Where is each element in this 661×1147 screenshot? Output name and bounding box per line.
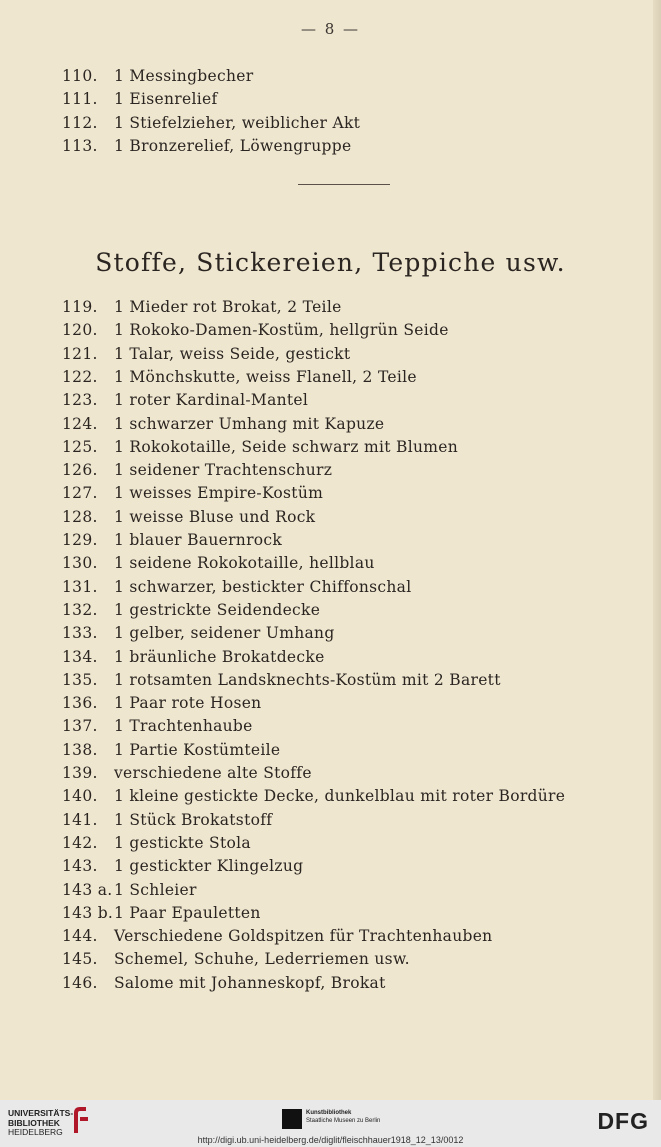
item-text: 1 Paar rote Hosen [114,694,262,713]
item-text: 1 gestickter Klingelzug [114,857,304,876]
list-item [62,880,197,900]
list-item [62,320,449,340]
library-line-3: HEIDELBERG [8,1127,63,1137]
item-text: 1 rotsamten Landsknechts-Kostüm mit 2 Barett [114,670,501,689]
item-number: 132. [62,600,98,619]
item-number: 112. [62,113,98,132]
item-text: Schemel, Schuhe, Lederriemen usw. [114,950,410,969]
item-number: 120. [62,321,98,340]
list-item [62,856,303,876]
list-item [62,786,565,806]
library-line-1: UNIVERSITÄTS- [8,1108,74,1118]
list-item [62,740,280,760]
item-number: 113. [62,136,98,155]
item-number: 119. [62,298,98,316]
item-number: 130. [62,554,98,573]
kb-line-2: Staatliche Museen zu Berlin [306,1118,381,1124]
kb-line-1: Kunstbibliothek [306,1110,352,1116]
item-text: 1 blauer Bauernrock [114,531,283,549]
item-number: 138. [62,740,98,759]
item-number: 139. [62,764,98,782]
list-item [62,903,261,923]
item-number: 146. [62,973,98,992]
item-number: 142. [62,833,98,852]
item-number: 143 a. [62,880,113,899]
item-text: 1 Schleier [114,880,197,899]
item-number: 122. [62,367,98,386]
list-item [62,297,342,317]
item-text: 1 bräunliche Brokatdecke [114,647,325,666]
list-item [62,507,315,527]
section-heading: Stoffe, Stickereien, Teppiche usw. [95,248,566,277]
list-item [62,367,417,387]
item-number: 134. [62,647,98,666]
list-item [62,623,335,643]
list-item [62,483,323,503]
item-number: 137. [62,717,98,736]
kunstbibliothek-text [306,1109,380,1125]
list-item [62,530,282,550]
section-divider [298,184,390,185]
item-text: 1 schwarzer, bestickter Chiffonschal [114,577,412,596]
source-url-link[interactable]: http://digi.ub.uni-heidelberg.de/diglit/fleischhauer1918_12_13/0012 [197,1135,464,1145]
page-number: — 8 — [300,20,361,38]
item-number: 136. [62,694,98,713]
list-item [62,716,253,736]
list-item [62,647,325,667]
page-edge [653,0,661,1100]
item-number: 140. [62,787,98,806]
item-text: 1 Rokoko-Damen-Kostüm, hellgrün Seide [114,321,449,340]
list-item [62,670,501,690]
digitization-footer [0,1100,661,1147]
item-number: 143. [62,857,98,876]
list-item [62,926,492,946]
item-text: 1 seidene Rokokotaille, hellblau [114,554,375,573]
item-number: 145. [62,950,98,969]
list-item [62,66,253,86]
item-text: 1 Partie Kostümteile [114,740,281,759]
item-number: 135. [62,670,98,689]
item-text: 1 Stiefelzieher, weiblicher Akt [114,113,361,132]
list-item [62,390,308,410]
item-text: 1 Talar, weiss Seide, gestickt [114,344,351,363]
item-text: 1 Eisenrelief [114,90,218,109]
kunstbibliothek-logo-icon[interactable] [282,1109,302,1129]
item-text: 1 weisse Bluse und Rock [114,507,316,526]
item-number: 127. [62,484,98,503]
list-item [62,344,350,364]
list-item [62,949,410,969]
item-number: 128. [62,507,98,526]
item-text: 1 schwarzer Umhang mit Kapuze [114,414,385,433]
item-number: 124. [62,414,98,433]
list-item [62,693,261,713]
item-text: 1 Trachtenhaube [114,717,253,736]
list-item [62,414,384,434]
item-number: 111. [62,90,98,109]
item-text: 1 Bronzerelief, Löwengruppe [114,136,352,155]
library-mark-icon [70,1105,90,1135]
list-item [62,437,458,457]
item-text: 1 kleine gestickte Decke, dunkelblau mit roter Bordüre [114,787,566,806]
list-item [62,810,272,830]
list-item [62,600,320,620]
item-number: 141. [62,810,98,829]
item-number: 131. [62,577,98,596]
library-line-2: BIBLIOTHEK [8,1117,60,1128]
item-text: 1 gestrickte Seidendecke [114,600,321,619]
item-text: 1 Paar Epauletten [114,903,261,922]
list-item [62,89,217,109]
item-number: 121. [62,344,98,363]
item-text: 1 weisses Empire-Kostüm [114,484,324,503]
list-item [62,973,386,993]
item-text: 1 Stück Brokatstoff [114,810,273,829]
item-text: 1 Mieder rot Brokat, 2 Teile [114,298,342,316]
heidelberg-library-logo[interactable] [8,1109,73,1138]
item-text: 1 roter Kardinal-Mantel [114,391,309,410]
list-item [62,577,411,597]
item-text: 1 seidener Trachtenschurz [114,461,333,480]
item-number: 123. [62,391,98,410]
item-text: 1 Rokokotaille, Seide schwarz mit Blumen [114,437,459,456]
list-item [62,136,351,156]
item-number: 129. [62,531,98,549]
list-item [62,833,251,853]
list-item [62,763,312,783]
item-text: Verschiedene Goldspitzen für Trachtenhauben [114,927,493,946]
item-number: 125. [62,437,98,456]
dfg-logo[interactable]: DFG [597,1108,649,1134]
item-number: 110. [62,67,98,85]
item-text: 1 gestickte Stola [114,833,251,852]
item-text: 1 Messingbecher [114,67,254,85]
item-text: verschiedene alte Stoffe [114,764,312,782]
item-text: 1 Mönchskutte, weiss Flanell, 2 Teile [114,367,417,386]
list-item [62,553,375,573]
item-number: 144. [62,927,98,946]
item-number: 133. [62,624,98,643]
item-text: Salome mit Johanneskopf, Brokat [114,973,386,992]
item-number: 126. [62,461,98,480]
list-item [62,113,360,133]
item-text: 1 gelber, seidener Umhang [114,624,335,643]
item-number: 143 b. [62,903,114,922]
list-item [62,460,332,480]
